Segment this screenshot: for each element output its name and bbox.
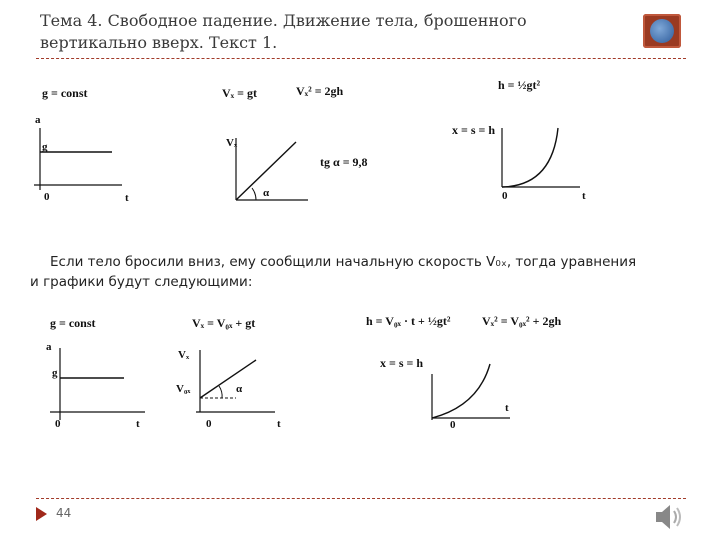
speaker-icon[interactable] xyxy=(652,500,686,534)
bottom-graph-a xyxy=(46,341,145,430)
bottom-xsh-label: x = s = h xyxy=(380,356,424,370)
top-graph-h xyxy=(502,128,586,202)
footer-divider xyxy=(36,498,686,499)
bottom-h-curve xyxy=(432,364,490,418)
bottom-graph-h xyxy=(432,364,510,431)
slide-title: Тема 4. Свободное падение. Движение тела, брошенного вертикально вверх. Текст 1. xyxy=(40,11,527,52)
text-paragraph xyxy=(30,252,680,292)
top-a-label: a xyxy=(35,114,41,126)
top-graph-a xyxy=(34,114,129,204)
paragraph-line-2: и графики будут следующими: xyxy=(30,274,253,290)
top-alpha: α xyxy=(263,187,270,199)
bottom-v0x-label: V₀ₓ xyxy=(176,383,191,395)
bottom-t2: t xyxy=(277,418,281,430)
top-vx-label: Vₓ xyxy=(226,137,238,149)
bottom-g-const: g = const xyxy=(50,316,96,330)
bottom-v-line xyxy=(200,360,256,398)
top-h-curve xyxy=(502,128,558,187)
bottom-zero: 0 xyxy=(55,418,61,430)
bottom-alpha: α xyxy=(236,383,243,395)
bottom-h-formula: h = V₀ₓ · t + ½gt² xyxy=(366,314,451,328)
bottom-vx-label: Vₓ xyxy=(178,349,190,361)
bottom-zero2: 0 xyxy=(206,418,212,430)
top-v-formula: Vₓ = gt xyxy=(222,86,257,100)
page-number: 44 xyxy=(56,506,72,520)
paragraph-line-1: Если тело бросили вниз, ему сообщили начальную скорость V₀ₓ, тогда уравнения xyxy=(50,254,637,270)
bottom-g-label: g xyxy=(52,367,58,379)
top-zero: 0 xyxy=(44,191,50,203)
top-tg-formula: tg α = 9,8 xyxy=(320,155,368,169)
top-zero2: 0 xyxy=(502,190,508,202)
bottom-v-formula: Vₓ = V₀ₓ + gt xyxy=(192,316,256,330)
top-xsh-label: x = s = h xyxy=(452,123,496,137)
bottom-t: t xyxy=(136,418,140,430)
top-h-formula: h = ½gt² xyxy=(498,78,541,92)
top-graph-v xyxy=(226,137,308,200)
top-g-const: g = const xyxy=(42,86,88,100)
bottom-a-label: a xyxy=(46,341,52,353)
bottom-t3: t xyxy=(505,402,509,414)
top-t: t xyxy=(125,192,129,204)
top-t2: t xyxy=(582,190,586,202)
bottom-zero3: 0 xyxy=(450,419,456,431)
play-arrow-icon[interactable] xyxy=(36,507,47,521)
bottom-graph-v xyxy=(176,349,281,430)
bottom-v2-formula: Vₓ² = V₀ₓ² + 2gh xyxy=(482,314,562,328)
top-v2-formula: Vₓ² = 2gh xyxy=(296,84,344,98)
top-g-label: g xyxy=(42,141,48,153)
